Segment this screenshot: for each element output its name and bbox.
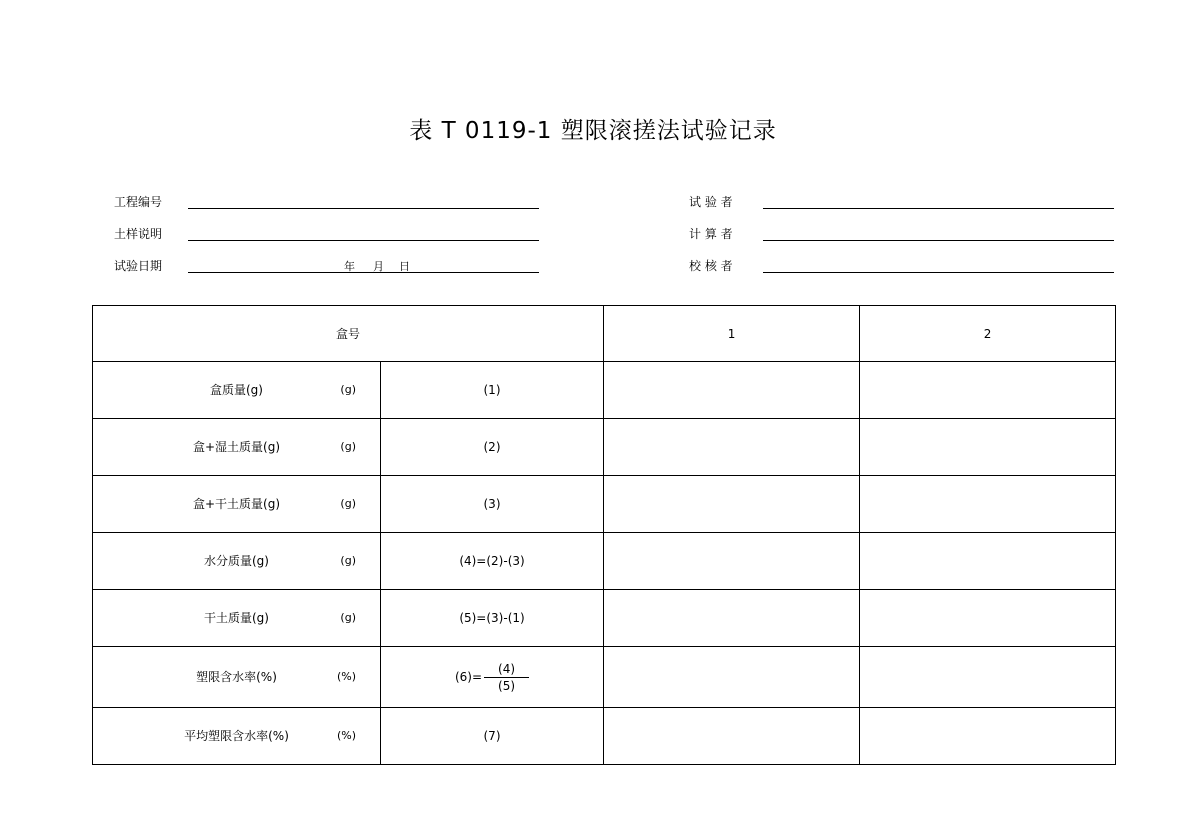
value-cell-2[interactable]: [860, 533, 1116, 590]
row-formula: (5)=(3)-(1): [381, 590, 604, 647]
formula-numerator: (4): [484, 662, 529, 678]
row-name-cell: [93, 419, 381, 476]
calculator-label: 计 算 者: [689, 227, 733, 241]
table-row: [93, 533, 1116, 590]
row-formula: (1): [381, 362, 604, 419]
row-unit: (%): [336, 670, 356, 683]
value-cell-1[interactable]: [604, 476, 860, 533]
test-date-field[interactable]: [188, 272, 539, 273]
record-table: [92, 305, 1116, 765]
soil-desc-field[interactable]: [188, 240, 539, 241]
row-name: 干土质量(g): [204, 611, 269, 625]
value-cell-1[interactable]: [604, 362, 860, 419]
row-unit: (g): [340, 497, 356, 510]
row-formula: (2): [381, 419, 604, 476]
table-row: [93, 647, 1116, 708]
tester-field[interactable]: [763, 208, 1114, 209]
project-no-label: 工程编号: [114, 195, 163, 209]
row-formula-fraction: [381, 647, 604, 708]
row-name: 平均塑限含水率(%): [184, 729, 289, 743]
row-name: 盒+干土质量(g): [192, 497, 281, 511]
table-row: [93, 362, 1116, 419]
row-unit: (g): [340, 611, 356, 624]
date-day-label: 日: [399, 260, 410, 273]
value-cell-1[interactable]: [604, 708, 860, 765]
value-cell-2[interactable]: [860, 419, 1116, 476]
value-cell-2[interactable]: [860, 708, 1116, 765]
row-formula: (3): [381, 476, 604, 533]
checker-field[interactable]: [763, 272, 1114, 273]
checker-label: 校 核 者: [689, 259, 733, 273]
row-name-cell: [93, 708, 381, 765]
row-name: 盒+湿土质量(g): [192, 440, 281, 454]
test-date-label: 试验日期: [114, 259, 163, 273]
row-name-cell: [93, 533, 381, 590]
table-row: [93, 708, 1116, 765]
row-name-cell: [93, 362, 381, 419]
row-unit: (g): [340, 383, 356, 396]
row-unit: (g): [340, 554, 356, 567]
row-unit: (%): [336, 729, 356, 742]
value-cell-1[interactable]: [604, 590, 860, 647]
project-no-field[interactable]: [188, 208, 539, 209]
value-cell-2[interactable]: [860, 476, 1116, 533]
column-1-header: 1: [604, 306, 860, 362]
table-row: [93, 590, 1116, 647]
formula-lhs: (6)=: [454, 670, 483, 684]
value-cell-2[interactable]: [860, 647, 1116, 708]
row-name: 水分质量(g): [204, 554, 269, 568]
row-formula: (4)=(2)-(3): [381, 533, 604, 590]
row-name-cell: [93, 476, 381, 533]
column-2-header: 2: [860, 306, 1116, 362]
date-month-label: 月: [373, 260, 384, 273]
soil-desc-label: 土样说明: [114, 227, 163, 241]
date-year-label: 年: [344, 260, 355, 273]
formula-denominator: (5): [498, 678, 516, 693]
page-title: 表 T 0119-1 塑限滚搓法试验记录: [409, 118, 777, 144]
calculator-field[interactable]: [763, 240, 1114, 241]
table-row: [93, 419, 1116, 476]
row-unit: (g): [340, 440, 356, 453]
value-cell-1[interactable]: [604, 533, 860, 590]
row-name-cell: [93, 590, 381, 647]
row-name-cell: [93, 647, 381, 708]
table-header-row: [93, 306, 1116, 362]
row-name: 塑限含水率(%): [196, 670, 277, 684]
value-cell-1[interactable]: [604, 419, 860, 476]
box-no-header: 盒号: [93, 306, 604, 362]
value-cell-2[interactable]: [860, 362, 1116, 419]
tester-label: 试 验 者: [689, 195, 733, 209]
row-name: 盒质量(g): [210, 383, 263, 397]
table-row: [93, 476, 1116, 533]
value-cell-1[interactable]: [604, 647, 860, 708]
row-formula: (7): [381, 708, 604, 765]
value-cell-2[interactable]: [860, 590, 1116, 647]
